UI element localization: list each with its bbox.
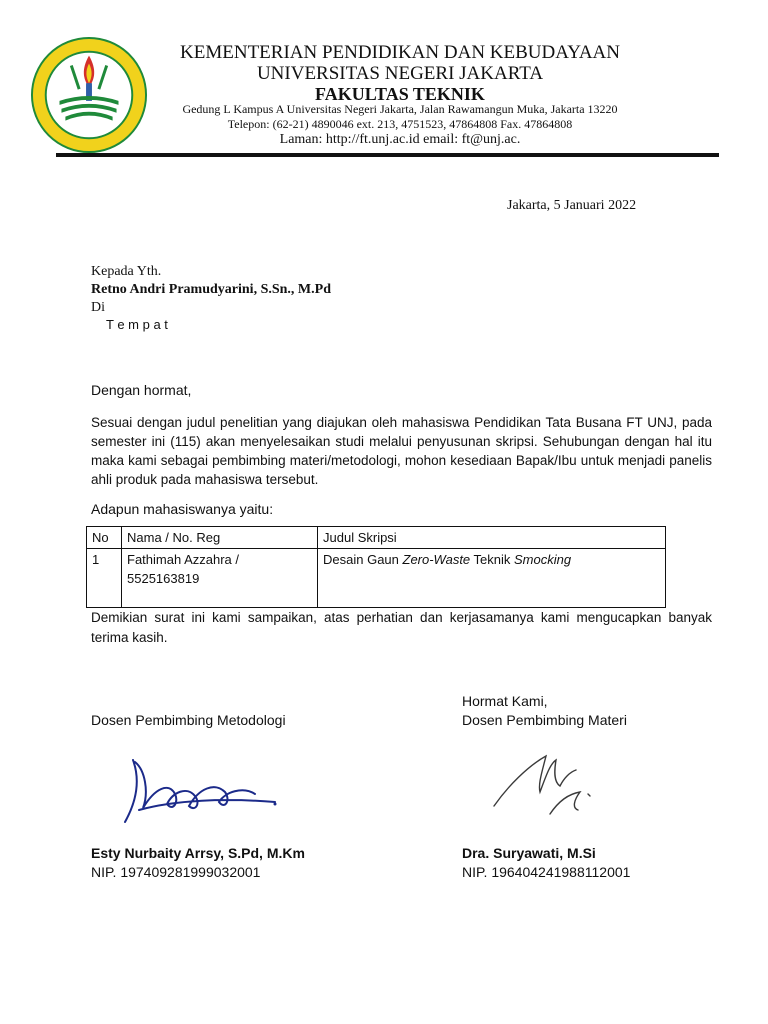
recipient-salutation: Kepada Yth. (91, 264, 162, 279)
student-reg: 5525163819 (127, 571, 200, 586)
cell-no: 1 (87, 549, 122, 608)
header-title: Judul Skripsi (318, 527, 666, 549)
letterhead-rule (56, 153, 719, 157)
right-nip: NIP. 196404241988112001 (462, 864, 631, 880)
main-paragraph: Sesuai dengan judul penelitian yang diajukan oleh mahasiswa Pendidikan Tata Busana FT UNJ, pada semester ini (115) akan menyelesaikan studi melalui penyusunan skripsi. Sehubungan dengan hal itu maka kami sebagai pembimbing materi/metodologi, mohon kesediaan Bapak/Ibu untuk menjadi panelis ahli produk pada mahasiswa tersebut. (91, 415, 712, 487)
letter-date: Jakarta, 5 Januari 2022 (507, 198, 637, 213)
recipient-place: T e m p a t (106, 317, 168, 332)
ministry-name: KEMENTERIAN PENDIDIKAN DAN KEBUDAYAAN (180, 42, 620, 63)
left-nip: NIP. 197409281999032001 (91, 864, 261, 880)
right-name: Dra. Suryawati, M.Si (462, 845, 596, 861)
table-header-row (87, 527, 666, 549)
left-role: Dosen Pembimbing Metodologi (91, 712, 286, 728)
recipient-name: Retno Andri Pramudyarini, S.Sn., M.Pd (91, 282, 331, 297)
greeting: Dengan hormat, (91, 382, 192, 398)
cell-name (122, 549, 318, 608)
header-no: No (87, 527, 122, 549)
right-role: Dosen Pembimbing Materi (462, 712, 627, 728)
title-part-3: Teknik (470, 552, 515, 567)
university-logo (30, 36, 148, 154)
closing-paragraph: Demikian surat ini kami sampaikan, atas perhatian dan kerjasamanya kami mengucapkan banyak terima kasih. (91, 610, 712, 645)
title-part-4: Smocking (514, 552, 572, 567)
university-name: UNIVERSITAS NEGERI JAKARTA (256, 63, 544, 84)
student-name: Fathimah Azzahra / (127, 552, 239, 567)
student-intro: Adapun mahasiswanya yaitu: (91, 501, 274, 517)
title-part-1: Desain Gaun (323, 552, 403, 567)
recipient-di: Di (91, 300, 105, 315)
student-table (86, 526, 666, 608)
cell-title (318, 549, 666, 608)
header-name: Nama / No. Reg (122, 527, 318, 549)
faculty-name: FAKULTAS TEKNIK (315, 84, 485, 104)
phone-fax: Telepon: (62-21) 4890046 ext. 213, 4751523, 47864808 Fax. 47864808 (227, 117, 573, 131)
website-email: Laman: http://ft.unj.ac.id email: ft@unj.ac. (279, 132, 521, 147)
left-name: Esty Nurbaity Arrsy, S.Pd, M.Km (91, 845, 305, 861)
title-part-2: Zero-Waste (402, 552, 471, 567)
table-row (87, 549, 666, 608)
address: Gedung L Kampus A Universitas Negeri Jakarta, Jalan Rawamangun Muka, Jakarta 13220 (182, 102, 618, 116)
regards: Hormat Kami, (462, 693, 548, 709)
left-signature (115, 752, 285, 832)
right-signature (488, 742, 658, 822)
